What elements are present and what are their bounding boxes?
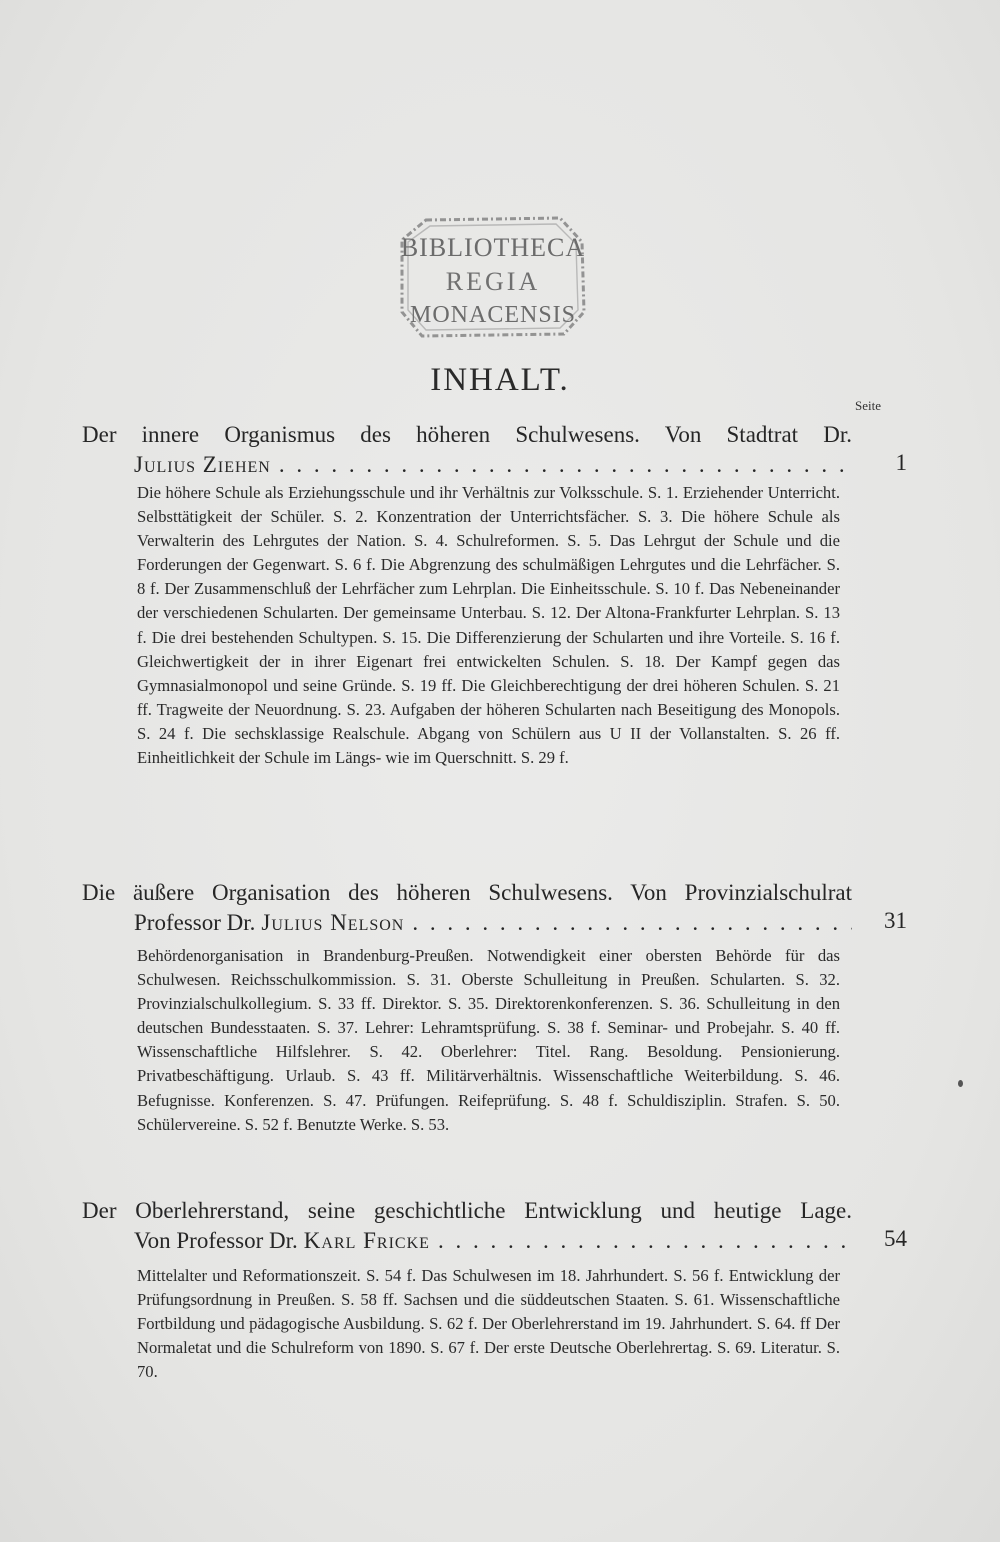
toc-entry-page-number: 1 [895, 450, 907, 475]
leader-dots [438, 1226, 852, 1256]
toc-entry-author: Julius Ziehen [134, 452, 271, 477]
toc-entry-author-prefix: Von Professor Dr. [134, 1228, 298, 1253]
toc-entry-author-prefix: Professor Dr. [134, 910, 256, 935]
toc-entry-summary: Die höhere Schule als Erziehungsschule und ihr Verhältnis zur Volksschule. S. 1. Erziehender Unterricht. Selbsttätigkeit der Schüler. S. 2. Konzentration der Unterrichtsfächer. S. 3. Die höhere Schule als Verwalterin des Lehrgutes der Nation. S. 4. Schulreformen. S. 5. Das Lehrgut der Schule und die Forderungen der Gegenwart. S. 6 f. Die Abgrenzung des schulmäßigen Lehrgutes und die Lehrfächer. S. 8 f. Der Zusammenschluß der Lehrfächer zum Lehrplan. Die Einheitsschule. S. 10 f. Das Nebeneinander der verschiedenen Schularten. Der gemeinsame Unterbau. S. 12. Der Altona-Frankfurter Lehrplan. S. 13 f. Die drei bestehenden Schultypen. S. 15. Die Differenzierung der Schularten und ihre Vorteile. S. 16 f. Gleichwertigkeit der in ihrer Eigenart frei entwickelten Schulen. S. 18. Der Kampf gegen das Gymnasialmonopol und seine Gründe. S. 19 ff. Die Gleichberechtigung der drei höheren Schulen. S. 21 ff. Tragweite der Neuordnung. S. 23. Aufgaben der höheren Schularten nach Beseitigung des Monopols. S. 24 f. Die sechsklassige Realschule. Abgang von Schülern aus U II der Vollanstalten. S. 26 ff. Einheitlichkeit der Schule im Längs- wie im Querschnitt. S. 29 f. [137, 483, 840, 768]
toc-entry-author: Julius Nelson [261, 910, 405, 935]
toc-entry-title: Der innere Organismus des höheren Schulwesens. Von Stadtrat Dr. [82, 422, 852, 447]
toc-entry-summary: Behördenorganisation in Brandenburg-Preußen. Notwendigkeit einer obersten Behörde für das Schulwesen. Reichsschulkommission. S. 31. Oberste Schulleitung in Preußen. Schularten. S. 32. Provinzialschulkollegium. S. 33 ff. Direktor. S. 35. Direktorenkonferenzen. S. 36. Schulleitung in den deutschen Bundesstaaten. S. 37. Lehrer: Lehramtsprüfung. S. 38 f. Seminar- und Probejahr. S. 40 ff. Wissenschaftliche Hilfslehrer. S. 42. Oberlehrer: Titel. Rang. Besoldung. Pensionierung. Privatbeschäftigung. Urlaub. S. 43 ff. Militärverhältnis. Wissenschaftliche Weiterbildung. S. 46. Befugnisse. Konferenzen. S. 47. Prüfungen. Reifeprüfung. S. 48 f. Schuldisziplin. Strafen. S. 50. Schülervereine. S. 52 f. Benutzte Werke. S. 53. [137, 946, 840, 1134]
ink-spot [958, 1080, 963, 1087]
toc-entry-heading [82, 1196, 852, 1256]
toc-entry-heading [82, 878, 852, 938]
library-stamp [398, 212, 588, 340]
toc-entry-author-line [82, 450, 852, 480]
toc-entry-heading [82, 420, 852, 480]
stamp-line-2: REGIA [445, 267, 541, 296]
toc-entry-author-line [82, 908, 852, 938]
stamp-line-1: BIBLIOTHECA [400, 233, 586, 262]
leader-dots [279, 450, 852, 480]
toc-entry-page-number: 31 [884, 908, 907, 933]
library-stamp-graphic [398, 212, 588, 340]
leader-dots [412, 908, 852, 938]
toc-entry-title: Die äußere Organisation des höheren Schulwesens. Von Provinzialschulrat [82, 880, 852, 905]
toc-entry-summary: Mittelalter und Reformationszeit. S. 54 f. Das Schulwesen im 18. Jahrhundert. S. 56 f. Entwicklung der Prüfungsordnung in Preußen. S. 58 ff. Sachsen und die süddeutschen Staaten. S. 61. Wissenschaftliche Fortbildung und pädagogische Ausbildung. S. 62 f. Der Oberlehrerstand im 19. Jahrhundert. S. 64. ff Der Normaletat und die Schulreform von 1890. S. 67 f. Der erste Deutsche Oberlehrertag. S. 69. Literatur. S. 70. [137, 1266, 840, 1382]
toc-entry-author: Karl Fricke [303, 1228, 430, 1253]
toc-entry-title: Der Oberlehrerstand, seine geschichtliche Entwicklung und heutige Lage. [82, 1198, 852, 1223]
page-column-label: Seite [855, 398, 881, 413]
stamp-line-3: MONACENSIS [409, 302, 577, 328]
toc-entry-page-number: 54 [884, 1226, 907, 1251]
toc-entry-author-line [82, 1226, 852, 1256]
page-title: INHALT. [430, 362, 570, 398]
